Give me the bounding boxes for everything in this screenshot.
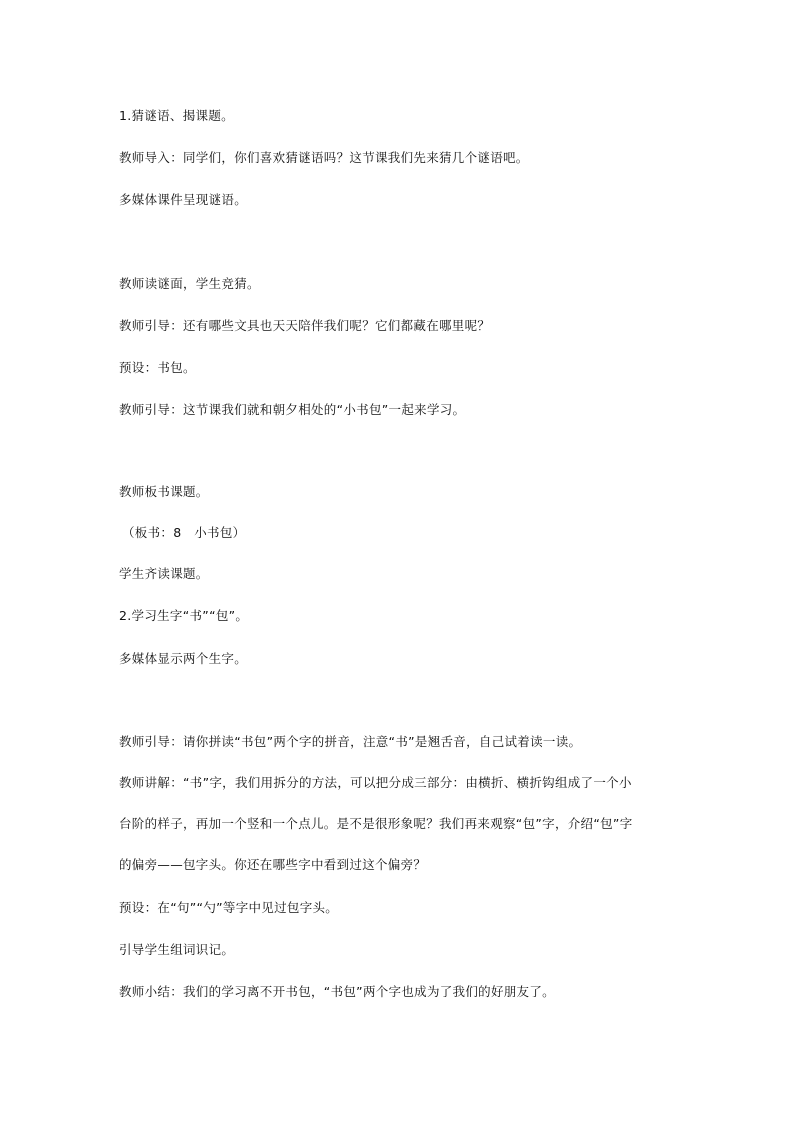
board-title-paragraph: 教师板书课题。	[119, 484, 209, 499]
pinyin-guide-paragraph: 教师引导：请你拼读“书包”两个字的拼音，注意“书”是翘舌音，自己试着读一读。	[119, 734, 582, 749]
teacher-intro-paragraph: 教师导入：同学们，你们喜欢猜谜语吗？这节课我们先来猜几个谜语吧。	[119, 150, 529, 165]
explanation-line-1: 教师讲解：“书”字，我们用拆分的方法，可以把分成三部分：由横折、横折钩组成了一个小	[119, 775, 632, 790]
word-building-paragraph: 引导学生组词识记。	[119, 942, 235, 957]
explanation-line-3: 的偏旁——包字头。你还在哪些字中看到过这个偏旁？	[119, 857, 427, 872]
preset-answer-paragraph: 预设：书包。	[119, 360, 196, 375]
multimedia-characters-paragraph: 多媒体显示两个生字。	[119, 651, 248, 666]
teacher-summary-paragraph: 教师小结：我们的学习离不开书包，“书包”两个字也成为了我们的好朋友了。	[119, 984, 555, 999]
multimedia-riddle-paragraph: 多媒体课件呈现谜语。	[119, 192, 248, 207]
read-title-paragraph: 学生齐读课题。	[119, 566, 209, 581]
board-note-paragraph: （板书：8 小书包）	[122, 525, 246, 540]
section-heading-characters: 2.学习生字“书”“包”。	[119, 608, 249, 623]
explanation-line-2: 台阶的样子，再加一个竖和一个点儿。是不是很形象呢？我们再来观察“包”字，介绍“包”字	[119, 816, 633, 831]
teacher-guide-stationery-paragraph: 教师引导：还有哪些文具也天天陪伴我们呢？它们都藏在哪里呢？	[119, 318, 491, 333]
preset-radical-paragraph: 预设：在“句”“勺”等字中见过包字头。	[119, 900, 339, 915]
section-heading-riddles: 1.猜谜语、揭课题。	[119, 108, 234, 123]
teacher-guide-lesson-paragraph: 教师引导：这节课我们就和朝夕相处的“小书包”一起来学习。	[119, 402, 466, 417]
riddle-reading-paragraph: 教师读谜面，学生竞猜。	[119, 276, 260, 291]
